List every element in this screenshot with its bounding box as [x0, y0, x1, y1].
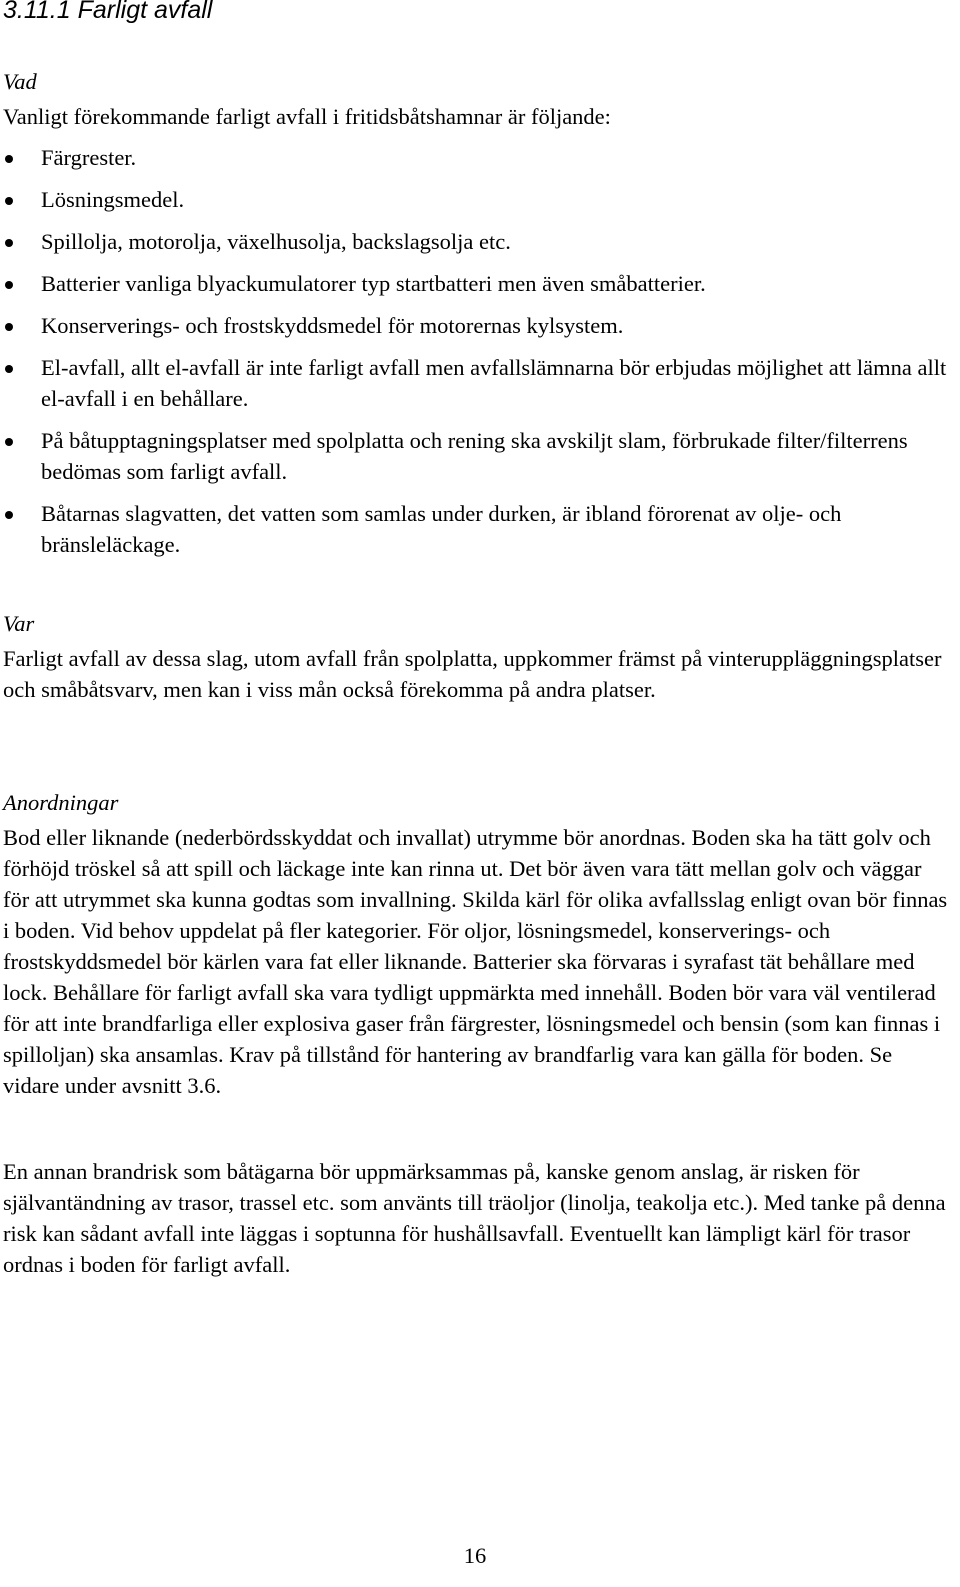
subheading-var: Var [3, 611, 35, 636]
list-item-text: Färgrester. [41, 145, 137, 170]
list-item-text: Batterier vanliga blyackumulatorer typ startbatteri men även småbatterier. [41, 271, 706, 296]
vad-intro: Vanligt förekommande farligt avfall i fritidsbåtshamnar är följande: [3, 104, 611, 129]
anordningar-paragraph-2: En annan brandrisk som båtägarna bör uppmärksammas på, kanske genom anslag, är risken för självantändning av trasor, trassel etc. som använts till träoljor (linolja, teakolja etc.). Med tanke på denna risk kan sådant avfall inte läggas i soptunna för hushållsavfall. Eventuellt kan lämpligt kärl för trasor ordnas i boden för farligt avfall. [3, 1159, 946, 1277]
list-item [0, 142, 948, 173]
list-item-text: Konserverings- och frostskyddsmedel för motorernas kylsystem. [41, 313, 624, 338]
bullet-icon [5, 511, 13, 519]
bullet-icon [5, 438, 13, 446]
bullet-icon [5, 155, 13, 163]
list-item [0, 310, 948, 341]
list-item [0, 498, 948, 560]
list-item [0, 268, 948, 299]
list-item [0, 425, 948, 487]
bullet-icon [5, 197, 13, 205]
list-item-text: El-avfall, allt el-avfall är inte farligt avfall men avfallslämnarna bör erbjudas möjlighet att lämna allt el-avfall i en behållare. [41, 355, 947, 411]
subheading-vad: Vad [3, 69, 37, 94]
page-number: 16 [463, 1543, 487, 1568]
list-item [0, 352, 948, 414]
list-item-text: Lösningsmedel. [41, 187, 185, 212]
list-item-text: Båtarnas slagvatten, det vatten som samlas under durken, är ibland förorenat av olje- och bränsleläckage. [41, 501, 842, 557]
bullet-icon [5, 239, 13, 247]
list-item-text: Spillolja, motorolja, växelhusolja, backslagsolja etc. [41, 229, 511, 254]
hazardous-waste-list [0, 142, 948, 571]
subheading-anordningar: Anordningar [3, 790, 119, 815]
anordningar-paragraph-1: Bod eller liknande (nederbördsskyddat och invallat) utrymme bör anordnas. Boden ska ha tätt golv och förhöjd tröskel så att spill och läckage inte kan rinna ut. Det bör även vara tätt mellan golv och väggar för att utrymmet ska kunna godtas som invallning. Skilda kärl för olika avfallsslag enligt ovan bör finnas i boden. Vid behov uppdelat på fler kategorier. För oljor, lösningsmedel, konserverings- och frostskyddsmedel bör kärlen vara fat eller liknande. Batterier ska förvaras i syrafast tät behållare med lock. Behållare för farligt avfall ska vara tydligt uppmärkta med innehåll. Boden bör vara väl ventilerad för att inte brandfarliga eller explosiva gaser från färgrester, lösningsmedel och bensin (som kan finnas i spilloljan) ska ansamlas. Krav på tillstånd för hantering av brandfarlig vara kan gälla för boden. Se vidare under avsnitt 3.6. [3, 825, 948, 1098]
bullet-icon [5, 365, 13, 373]
list-item-text: På båtupptagningsplatser med spolplatta och rening ska avskiljt slam, förbrukade filter/filterrens bedömas som farligt avfall. [41, 428, 908, 484]
section-heading: 3.11.1 Farligt avfall [3, 0, 213, 24]
bullet-icon [5, 281, 13, 289]
bullet-icon [5, 323, 13, 331]
list-item [0, 184, 948, 215]
var-paragraph: Farligt avfall av dessa slag, utom avfall från spolplatta, uppkommer främst på vinteruppläggningsplatser och småbåtsvarv, men kan i viss mån också förekomma på andra platser. [3, 646, 942, 702]
list-item [0, 226, 948, 257]
